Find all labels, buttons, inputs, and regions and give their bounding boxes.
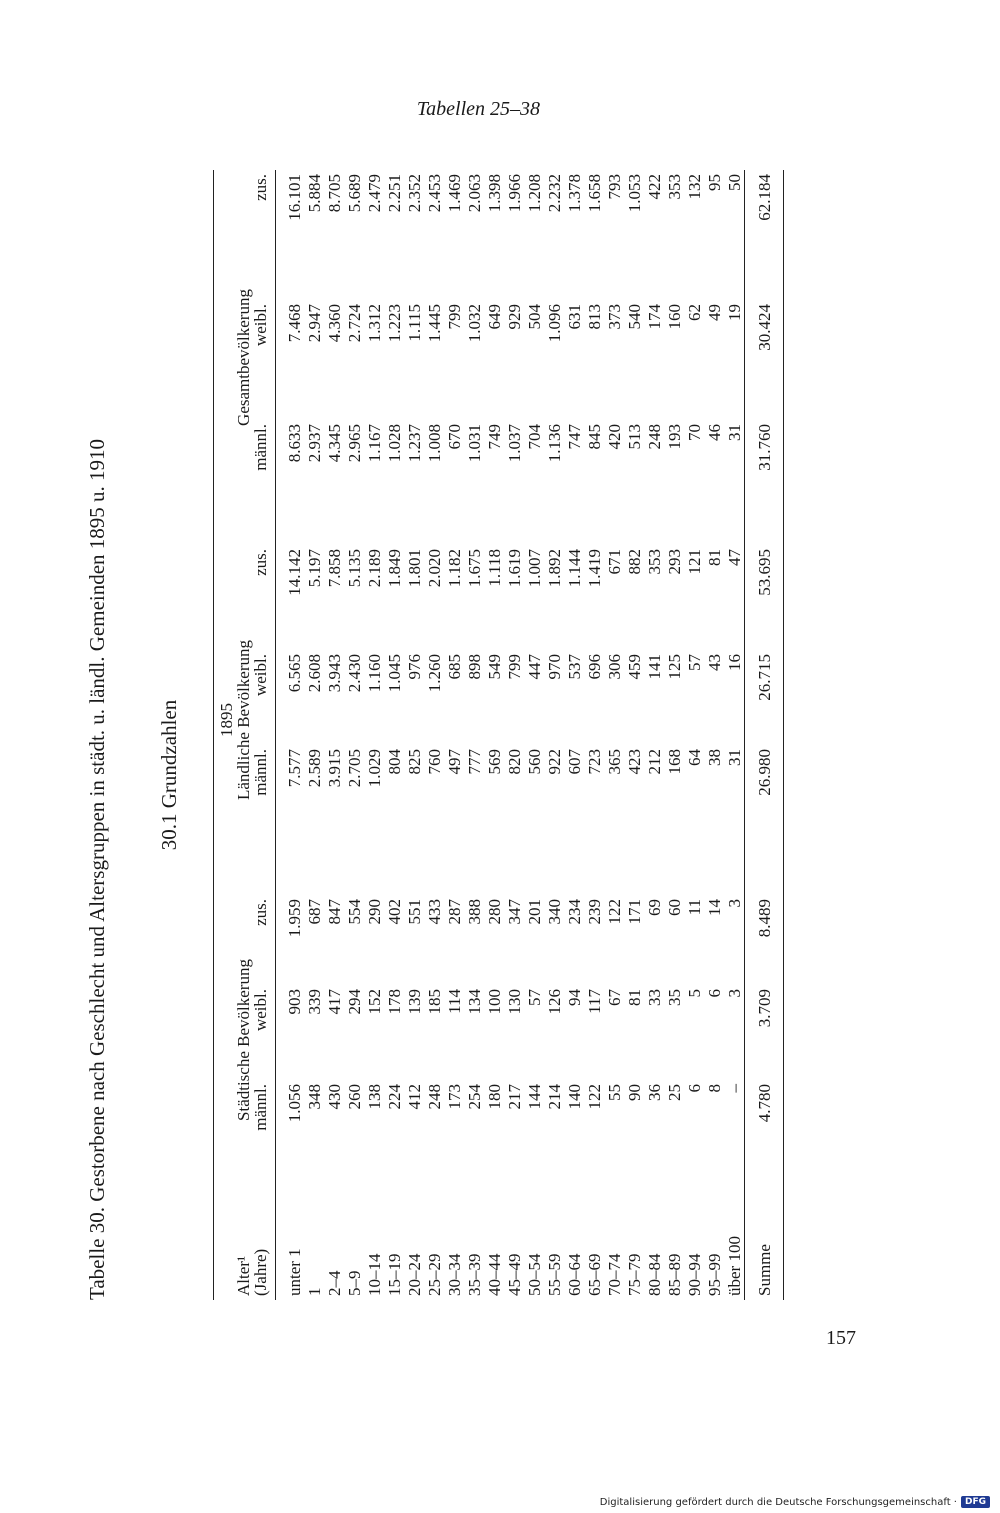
value-cell: 31 — [724, 749, 744, 766]
value-cell: 847 — [324, 899, 344, 925]
statistics-table — [213, 170, 784, 1300]
age-cell: 5–9 — [344, 1270, 364, 1296]
value-cell: 70 — [684, 424, 704, 441]
dfg-logo-icon: DFG — [961, 1496, 990, 1508]
value-cell: 631 — [564, 304, 584, 330]
value-cell: 49 — [704, 304, 724, 321]
value-cell: 813 — [584, 304, 604, 330]
value-cell: 16 — [724, 654, 744, 671]
sum-cell: 8.489 — [745, 895, 784, 985]
age-cell: 2–4 — [324, 1270, 344, 1296]
value-cell: 134 — [464, 989, 484, 1015]
age-cell: 25–29 — [424, 1253, 444, 1296]
value-cell: 804 — [384, 749, 404, 775]
sum-cell: 30.424 — [745, 300, 784, 420]
section-title: 30.1 Grundzahlen — [157, 699, 181, 851]
footer — [600, 1496, 990, 1508]
value-cell: 1.167 — [364, 424, 384, 463]
year-label: 1895 — [214, 545, 236, 895]
value-cell: 607 — [564, 749, 584, 775]
value-cell: 433 — [424, 899, 444, 925]
value-cell: 497 — [444, 749, 464, 775]
value-cell: 1.160 — [364, 654, 384, 693]
age-cell: 35–39 — [464, 1253, 484, 1296]
value-cell: 174 — [644, 304, 664, 330]
value-cell: 294 — [344, 989, 364, 1015]
table-row — [524, 170, 544, 1300]
value-cell: 1.032 — [464, 304, 484, 343]
value-cell: 60 — [664, 899, 684, 916]
value-cell: 1.237 — [404, 424, 424, 463]
table-row — [444, 170, 464, 1300]
value-cell: 2.020 — [424, 549, 444, 588]
table-body — [276, 170, 745, 1300]
sub-weibl: weibl. — [252, 985, 276, 1080]
value-cell: 171 — [624, 899, 644, 925]
alter-label: Alter¹ — [234, 1255, 253, 1296]
sum-label: Summe — [745, 1185, 784, 1300]
value-cell: 976 — [404, 654, 424, 680]
value-cell: 929 — [504, 304, 524, 330]
sub-zus: zus. — [252, 895, 276, 985]
value-cell: 1.223 — [384, 304, 404, 343]
value-cell: 348 — [304, 1084, 324, 1110]
value-cell: 100 — [484, 989, 504, 1015]
value-cell: 7.858 — [324, 549, 344, 588]
table-row — [424, 170, 444, 1300]
value-cell: 57 — [524, 989, 544, 1006]
value-cell: 1.469 — [444, 174, 464, 213]
table-title: Tabelle 30. Gestorbene nach Geschlecht und Altersgruppen in städt. u. ländl. Gemeinden 1895 u. 1910 — [85, 438, 109, 1300]
value-cell: 5.884 — [304, 174, 324, 213]
value-cell: 125 — [664, 654, 684, 680]
value-cell: 1.260 — [424, 654, 444, 693]
table-row — [644, 170, 664, 1300]
value-cell: 365 — [604, 749, 624, 775]
value-cell: 760 — [424, 749, 444, 775]
value-cell: 671 — [604, 549, 624, 575]
value-cell: 1.136 — [544, 424, 564, 463]
value-cell: 1.118 — [484, 549, 504, 587]
group-gesamt: Gesamtbevölkerung — [234, 289, 253, 426]
sub-zus: zus. — [252, 545, 276, 650]
value-cell: 1.096 — [544, 304, 564, 343]
value-cell: 8 — [704, 1084, 724, 1093]
age-cell: 65–69 — [584, 1253, 604, 1296]
table-row — [544, 170, 564, 1300]
value-cell: 234 — [564, 899, 584, 925]
value-cell: 290 — [364, 899, 384, 925]
table-row — [484, 170, 504, 1300]
value-cell: 217 — [504, 1084, 524, 1110]
value-cell: 845 — [584, 424, 604, 450]
age-cell: 30–34 — [444, 1253, 464, 1296]
value-cell: 2.189 — [364, 549, 384, 588]
table-row — [604, 170, 624, 1300]
value-cell: 287 — [444, 899, 464, 925]
value-cell: 777 — [464, 749, 484, 775]
sum-cell: 31.760 — [745, 420, 784, 545]
page-header: Tabellen 25–38 — [416, 98, 540, 120]
value-cell: 1.037 — [504, 424, 524, 463]
value-cell: 130 — [504, 989, 524, 1015]
age-cell: 10–14 — [364, 1253, 384, 1296]
value-cell: 193 — [664, 424, 684, 450]
value-cell: 1.966 — [504, 174, 524, 213]
value-cell: 537 — [564, 654, 584, 680]
header-row-year — [214, 170, 236, 1300]
value-cell: 55 — [604, 1084, 624, 1101]
value-cell: 33 — [644, 989, 664, 1006]
value-cell: 3 — [724, 989, 744, 998]
value-cell: 178 — [384, 989, 404, 1015]
table-row — [324, 170, 344, 1300]
value-cell: 1.031 — [464, 424, 484, 463]
sum-cell: 4.780 — [745, 1080, 784, 1185]
value-cell: 5.689 — [344, 174, 364, 213]
value-cell: 7.577 — [284, 749, 304, 788]
value-cell: 1.398 — [484, 174, 504, 213]
value-cell: 141 — [644, 654, 664, 680]
table-row — [276, 170, 305, 1300]
value-cell: 69 — [644, 899, 664, 916]
sum-cell: 26.715 — [745, 650, 784, 745]
value-cell: 114 — [444, 989, 464, 1014]
sub-weibl: weibl. — [252, 300, 276, 420]
value-cell: 347 — [504, 899, 524, 925]
header-row-groups — [235, 170, 252, 1300]
value-cell: 2.608 — [304, 654, 324, 693]
value-cell: 430 — [324, 1084, 344, 1110]
value-cell: 293 — [664, 549, 684, 575]
rotated-table-block — [85, 170, 895, 1300]
value-cell: 1.029 — [364, 749, 384, 788]
value-cell: 420 — [604, 424, 624, 450]
value-cell: 254 — [464, 1084, 484, 1110]
value-cell: 353 — [644, 549, 664, 575]
value-cell: 47 — [724, 549, 744, 566]
value-cell: 46 — [704, 424, 724, 441]
value-cell: 388 — [464, 899, 484, 925]
sum-cell: 53.695 — [745, 545, 784, 650]
value-cell: 551 — [404, 899, 424, 925]
table-row — [504, 170, 524, 1300]
value-cell: 649 — [484, 304, 504, 330]
table-row — [404, 170, 424, 1300]
value-cell: 280 — [484, 899, 504, 925]
value-cell: 19 — [724, 304, 744, 321]
sub-maennl: männl. — [252, 420, 276, 545]
value-cell: 2.705 — [344, 749, 364, 788]
value-cell: 16.101 — [284, 174, 304, 221]
sum-cell: 26.980 — [745, 745, 784, 895]
age-cell: 80–84 — [644, 1253, 664, 1296]
age-cell: 55–59 — [544, 1253, 564, 1296]
value-cell: 820 — [504, 749, 524, 775]
value-cell: 260 — [344, 1084, 364, 1110]
age-cell: unter 1 — [284, 1248, 304, 1296]
value-cell: 144 — [524, 1084, 544, 1110]
age-cell: 70–74 — [604, 1253, 624, 1296]
value-cell: 2.251 — [384, 174, 404, 213]
value-cell: 922 — [544, 749, 564, 775]
value-cell: 1.959 — [284, 899, 304, 938]
age-cell: über 100 — [724, 1236, 744, 1296]
value-cell: 5.135 — [344, 549, 364, 588]
jahre-label: (Jahre) — [252, 1185, 276, 1300]
value-cell: 340 — [544, 899, 564, 925]
value-cell: 1.053 — [624, 174, 644, 213]
value-cell: 513 — [624, 424, 644, 450]
value-cell: 459 — [624, 654, 644, 680]
value-cell: 35 — [664, 989, 684, 1006]
value-cell: 1.208 — [524, 174, 544, 213]
value-cell: 2.232 — [544, 174, 564, 213]
table-row — [304, 170, 324, 1300]
value-cell: 62 — [684, 304, 704, 321]
value-cell: 825 — [404, 749, 424, 775]
table-row — [384, 170, 404, 1300]
value-cell: 549 — [484, 654, 504, 680]
value-cell: 117 — [584, 989, 604, 1014]
value-cell: 185 — [424, 989, 444, 1015]
value-cell: 50 — [724, 174, 744, 191]
sum-row — [745, 170, 784, 1300]
value-cell: 882 — [624, 549, 644, 575]
value-cell: 6 — [704, 989, 724, 998]
value-cell: 3.943 — [324, 654, 344, 693]
value-cell: 749 — [484, 424, 504, 450]
value-cell: 4.345 — [324, 424, 344, 463]
value-cell: 417 — [324, 989, 344, 1015]
value-cell: 224 — [384, 1084, 404, 1110]
value-cell: 95 — [704, 174, 724, 191]
table-row — [624, 170, 644, 1300]
value-cell: 248 — [424, 1084, 444, 1110]
value-cell: 1.658 — [584, 174, 604, 213]
value-cell: 43 — [704, 654, 724, 671]
value-cell: 1.849 — [384, 549, 404, 588]
table-row — [724, 170, 745, 1300]
value-cell: 2.937 — [304, 424, 324, 463]
value-cell: 8.705 — [324, 174, 344, 213]
value-cell: 1.675 — [464, 549, 484, 588]
age-cell: 1 — [304, 1287, 324, 1296]
value-cell: 14 — [704, 899, 724, 916]
value-cell: 239 — [584, 899, 604, 925]
value-cell: 423 — [624, 749, 644, 775]
value-cell: 6.565 — [284, 654, 304, 693]
value-cell: 1.008 — [424, 424, 444, 463]
value-cell: 799 — [504, 654, 524, 680]
group-laendlich: Ländliche Bevölkerung — [234, 639, 253, 801]
value-cell: 5 — [684, 989, 704, 998]
value-cell: 2.965 — [344, 424, 364, 463]
value-cell: 1.045 — [384, 654, 404, 693]
sub-maennl: männl. — [252, 1080, 276, 1185]
value-cell: 670 — [444, 424, 464, 450]
table-row — [704, 170, 724, 1300]
value-cell: 25 — [664, 1084, 684, 1101]
value-cell: 140 — [564, 1084, 584, 1110]
value-cell: 2.430 — [344, 654, 364, 693]
value-cell: 1.892 — [544, 549, 564, 588]
value-cell: 1.115 — [404, 304, 424, 342]
age-cell: 15–19 — [384, 1253, 404, 1296]
value-cell: 447 — [524, 654, 544, 680]
value-cell: 36 — [644, 1084, 664, 1101]
table-row — [684, 170, 704, 1300]
value-cell: 152 — [364, 989, 384, 1015]
value-cell: 339 — [304, 989, 324, 1015]
value-cell: 132 — [684, 174, 704, 200]
header-row-sub — [252, 170, 276, 1300]
value-cell: 1.182 — [444, 549, 464, 588]
value-cell: 569 — [484, 749, 504, 775]
value-cell: 57 — [684, 654, 704, 671]
value-cell: 2.453 — [424, 174, 444, 213]
value-cell: 554 — [344, 899, 364, 925]
value-cell: 1.619 — [504, 549, 524, 588]
age-cell: 60–64 — [564, 1253, 584, 1296]
value-cell: 1.144 — [564, 549, 584, 588]
value-cell: 2.063 — [464, 174, 484, 213]
value-cell: 4.360 — [324, 304, 344, 343]
value-cell: 799 — [444, 304, 464, 330]
value-cell: 90 — [624, 1084, 644, 1101]
sub-zus: zus. — [252, 170, 276, 300]
age-cell: 90–94 — [684, 1253, 704, 1296]
value-cell: 138 — [364, 1084, 384, 1110]
value-cell: 3.915 — [324, 749, 344, 788]
value-cell: 94 — [564, 989, 584, 1006]
value-cell: 180 — [484, 1084, 504, 1110]
value-cell: 160 — [664, 304, 684, 330]
value-cell: 121 — [684, 549, 704, 575]
value-cell: 11 — [684, 899, 704, 916]
value-cell: 402 — [384, 899, 404, 925]
age-cell: 95–99 — [704, 1253, 724, 1296]
value-cell: 1.801 — [404, 549, 424, 588]
value-cell: 723 — [584, 749, 604, 775]
group-staedtisch: Städtische Bevölkerung — [234, 959, 253, 1121]
value-cell: 14.142 — [284, 549, 304, 596]
table-row — [364, 170, 384, 1300]
value-cell: 704 — [524, 424, 544, 450]
value-cell: 1.312 — [364, 304, 384, 343]
value-cell: 5.197 — [304, 549, 324, 588]
value-cell: 8.633 — [284, 424, 304, 463]
value-cell: 1.378 — [564, 174, 584, 213]
sum-cell: 62.184 — [745, 170, 784, 300]
value-cell: 696 — [584, 654, 604, 680]
value-cell: 970 — [544, 654, 564, 680]
age-cell: 45–49 — [504, 1253, 524, 1296]
value-cell: 38 — [704, 749, 724, 766]
value-cell: 81 — [704, 549, 724, 566]
table-row — [464, 170, 484, 1300]
age-cell: 75–79 — [624, 1253, 644, 1296]
value-cell: 1.007 — [524, 549, 544, 588]
value-cell: 2.479 — [364, 174, 384, 213]
value-cell: – — [724, 1084, 744, 1093]
value-cell: 903 — [284, 989, 304, 1015]
value-cell: 793 — [604, 174, 624, 200]
footer-text: Digitalisierung gefördert durch die Deutsche Forschungsgemeinschaft · — [599, 1496, 957, 1508]
value-cell: 122 — [604, 899, 624, 925]
value-cell: 1.419 — [584, 549, 604, 588]
value-cell: 67 — [604, 989, 624, 1006]
value-cell: 173 — [444, 1084, 464, 1110]
value-cell: 898 — [464, 654, 484, 680]
value-cell: 3 — [724, 899, 744, 908]
value-cell: 373 — [604, 304, 624, 330]
value-cell: 214 — [544, 1084, 564, 1110]
sub-maennl: männl. — [252, 745, 276, 895]
value-cell: 201 — [524, 899, 544, 925]
value-cell: 687 — [304, 899, 324, 925]
value-cell: 747 — [564, 424, 584, 450]
value-cell: 2.724 — [344, 304, 364, 343]
value-cell: 540 — [624, 304, 644, 330]
table-row — [584, 170, 604, 1300]
value-cell: 306 — [604, 654, 624, 680]
value-cell: 168 — [664, 749, 684, 775]
value-cell: 1.028 — [384, 424, 404, 463]
table-row — [564, 170, 584, 1300]
value-cell: 353 — [664, 174, 684, 200]
table-row — [664, 170, 684, 1300]
value-cell: 1.445 — [424, 304, 444, 343]
value-cell: 685 — [444, 654, 464, 680]
value-cell: 412 — [404, 1084, 424, 1110]
value-cell: 122 — [584, 1084, 604, 1110]
sum-cell: 3.709 — [745, 985, 784, 1080]
value-cell: 2.352 — [404, 174, 424, 213]
value-cell: 31 — [724, 424, 744, 441]
age-cell: 40–44 — [484, 1253, 504, 1296]
value-cell: 139 — [404, 989, 424, 1015]
sub-weibl: weibl. — [252, 650, 276, 745]
age-cell: 20–24 — [404, 1253, 424, 1296]
value-cell: 422 — [644, 174, 664, 200]
value-cell: 212 — [644, 749, 664, 775]
value-cell: 6 — [684, 1084, 704, 1093]
value-cell: 1.056 — [284, 1084, 304, 1123]
age-cell: 85–89 — [664, 1253, 684, 1296]
value-cell: 2.947 — [304, 304, 324, 343]
value-cell: 64 — [684, 749, 704, 766]
value-cell: 7.468 — [284, 304, 304, 343]
value-cell: 81 — [624, 989, 644, 1006]
value-cell: 2.589 — [304, 749, 324, 788]
value-cell: 126 — [544, 989, 564, 1015]
value-cell: 560 — [524, 749, 544, 775]
table-row — [344, 170, 364, 1300]
page-number: 157 — [826, 1327, 856, 1349]
age-cell: 50–54 — [524, 1253, 544, 1296]
value-cell: 504 — [524, 304, 544, 330]
value-cell: 248 — [644, 424, 664, 450]
